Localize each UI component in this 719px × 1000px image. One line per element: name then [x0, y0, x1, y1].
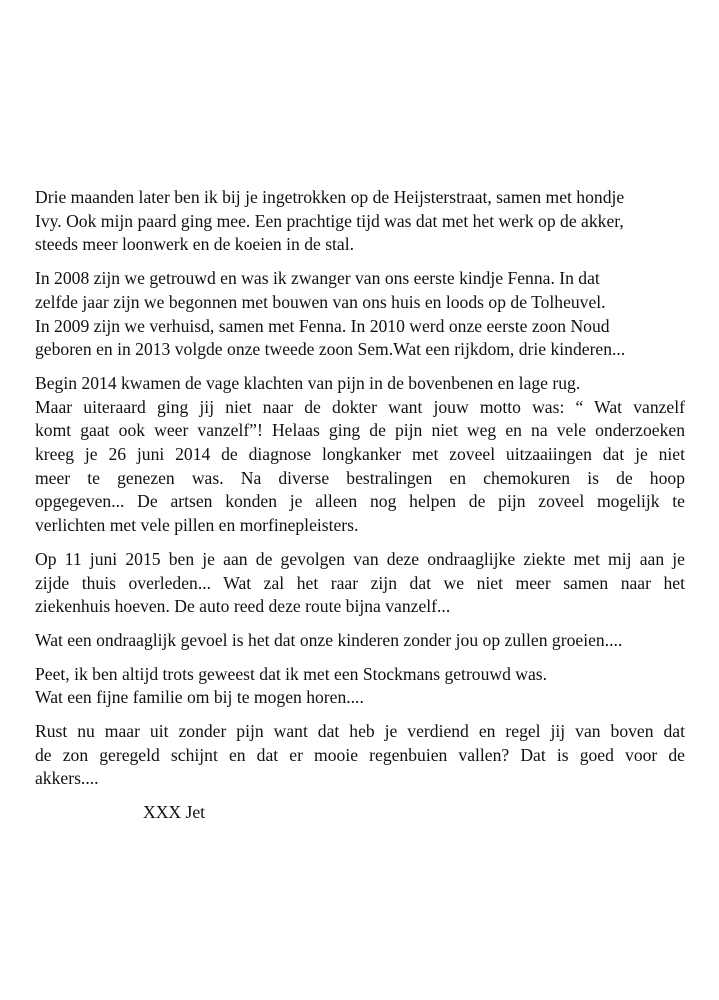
text-line: zelfde jaar zijn we begonnen met bouwen van ons huis en loods op de Tolheuvel.: [35, 291, 606, 312]
paragraph-4: [35, 548, 685, 619]
text-line: geboren en in 2013 volgde onze tweede zoon Sem.Wat een rijkdom, drie kinderen...: [35, 339, 626, 360]
text-line: zijde thuis overleden... Wat zal het raar zijn dat we niet meer samen naar het: [35, 572, 685, 593]
paragraph-3: [35, 372, 685, 538]
text-line: Maar uiteraard ging jij niet naar de dokter want jouw motto was: “ Wat vanzelf: [35, 396, 685, 417]
paragraph-5: [35, 629, 685, 653]
text-line: Wat een ondraaglijk gevoel is het dat onze kinderen zonder jou op zullen groeien....: [35, 629, 623, 650]
text-line: Drie maanden later ben ik bij je ingetrokken op de Heijsterstraat, samen met hondje: [35, 187, 625, 207]
paragraph-2: [35, 267, 685, 362]
text-line: Begin 2014 kwamen de vage klachten van pijn in de bovenbenen en lage rug.: [35, 372, 581, 393]
text-line: Rust nu maar uit zonder pijn want dat heb je verdiend en regel jij van boven dat: [35, 721, 685, 742]
text-line: verlichten met vele pillen en morfinepleisters.: [35, 515, 359, 536]
text-line: opgegeven... De artsen konden je alleen nog helpen de pijn zoveel mogelijk te: [35, 491, 685, 512]
letter-body: [35, 186, 685, 825]
paragraph-7: [35, 720, 685, 791]
text-line: Peet, ik ben altijd trots geweest dat ik met een Stockmans getrouwd was.: [35, 663, 548, 684]
text-line: komt gaat ook weer vanzelf”! Helaas ging de pijn niet weg en na vele onderzoeken: [35, 420, 685, 441]
text-line: ziekenhuis hoeven. De auto reed deze route bijna vanzelf...: [35, 596, 451, 617]
text-line: In 2008 zijn we getrouwd en was ik zwanger van ons eerste kindje Fenna. In dat: [35, 268, 600, 289]
paragraph-6: [35, 663, 685, 710]
signature-line: [35, 801, 685, 825]
text-line: meer te genezen was. Na diverse bestralingen en chemokuren is de hoop: [35, 467, 685, 488]
text-line: steeds meer loonwerk en de koeien in de stal.: [35, 234, 355, 255]
text-line: akkers....: [35, 768, 99, 789]
signature-block: [35, 801, 685, 825]
paragraph-1: [35, 186, 685, 257]
text-line: kreeg je 26 juni 2014 de diagnose longkanker met zoveel uitzaaiingen dat je niet: [35, 444, 685, 465]
text-line: Op 11 juni 2015 ben je aan de gevolgen van deze ondraaglijke ziekte met mij aan je: [35, 548, 685, 569]
text-line: de zon geregeld schijnt en dat er mooie regenbuien vallen? Dat is goed voor de: [35, 744, 685, 765]
signature-name: XXX Jet: [143, 802, 206, 823]
text-line: Ivy. Ook mijn paard ging mee. Een prachtige tijd was dat met het werk op de akker,: [35, 210, 624, 231]
text-line: Wat een fijne familie om bij te mogen horen....: [35, 687, 364, 708]
text-line: In 2009 zijn we verhuisd, samen met Fenna. In 2010 werd onze eerste zoon Noud: [35, 315, 610, 336]
